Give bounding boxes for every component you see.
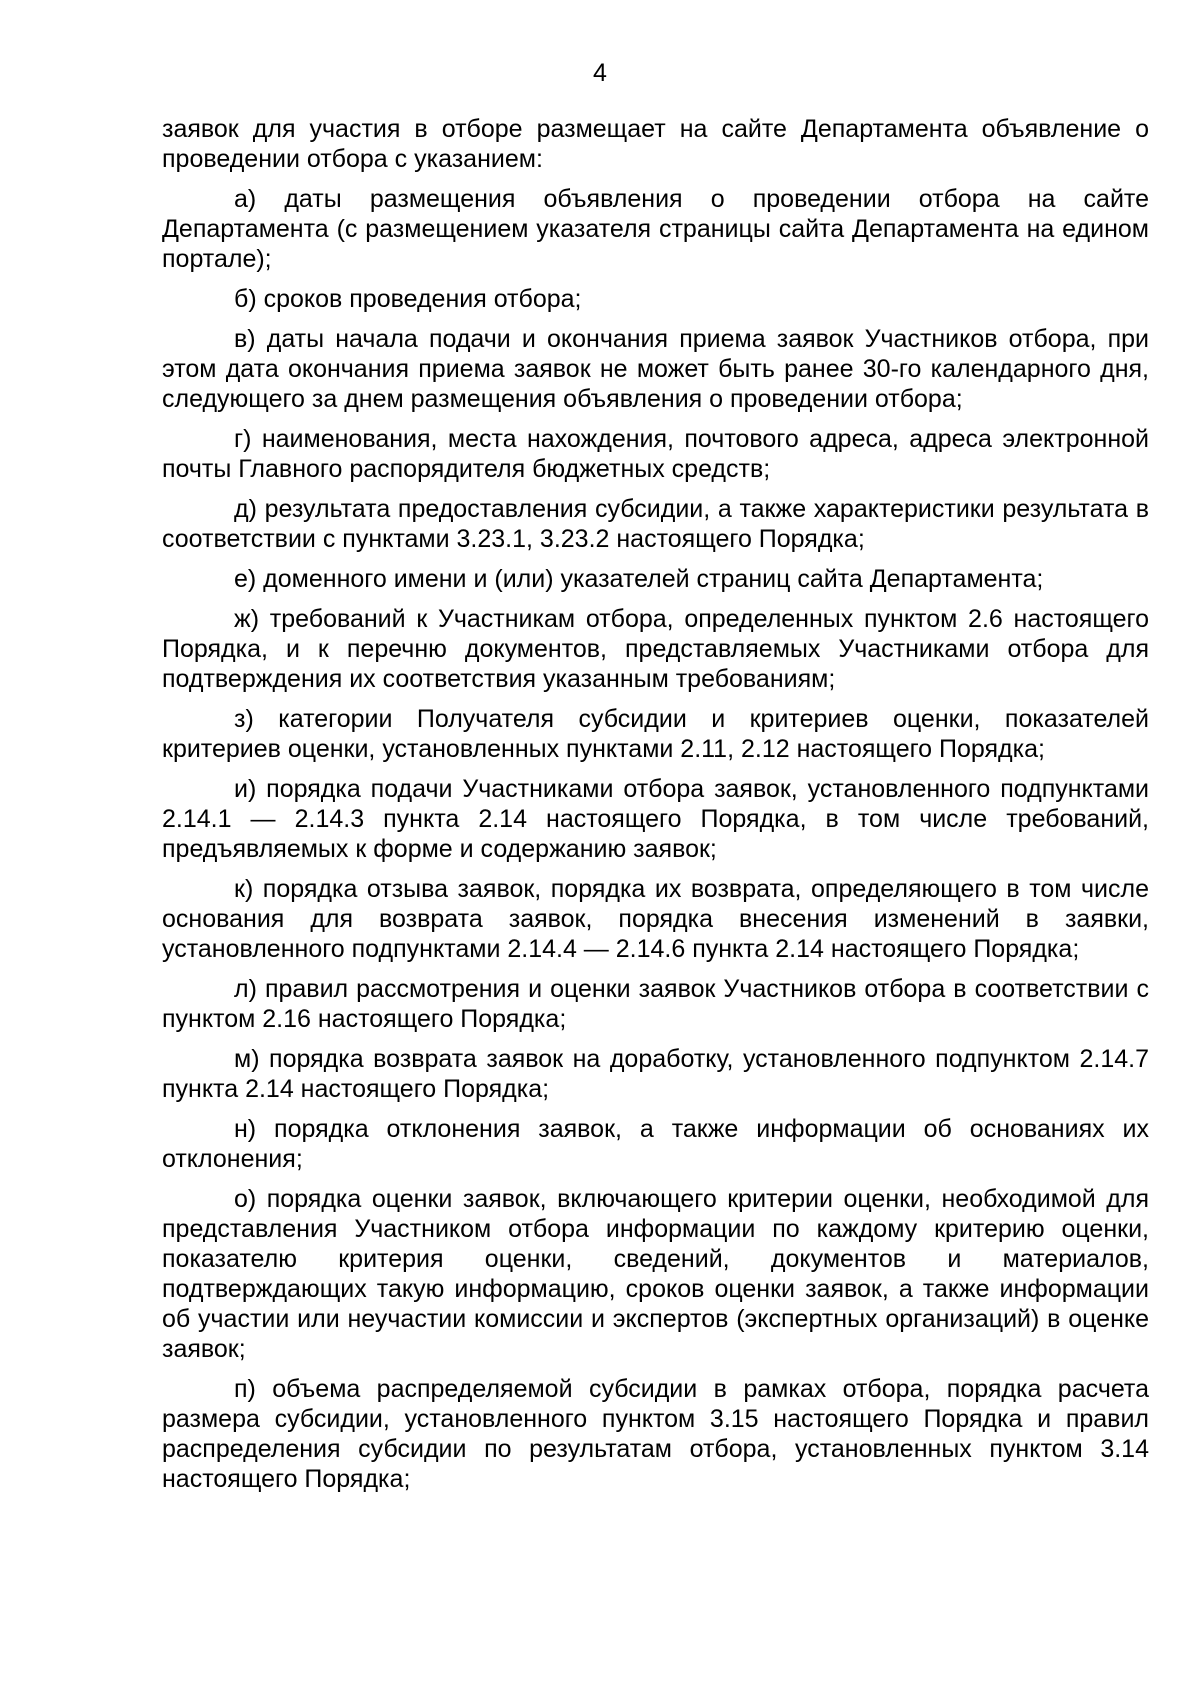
list-item-g: г) наименования, места нахождения, почтового адреса, адреса электронной почты Главного распорядителя бюджетных средств;: [162, 425, 1149, 483]
list-item-l: л) правил рассмотрения и оценки заявок Участников отбора в соответствии с пунктом 2.16 настоящего Порядка;: [162, 975, 1149, 1033]
list-item-n: н) порядка отклонения заявок, а также информации об основаниях их отклонения;: [162, 1115, 1149, 1173]
list-item-i: и) порядка подачи Участниками отбора заявок, установленного подпунктами 2.14.1 — 2.14.3 пункта 2.14 настоящего Порядка, в том числе требований, предъявляемых к форме и содержанию заявок;: [162, 775, 1149, 863]
list-item-d: д) результата предоставления субсидии, а также характеристики результата в соответствии с пунктами 3.23.1, 3.23.2 настоящего Порядка;: [162, 495, 1149, 553]
list-item-k: к) порядка отзыва заявок, порядка их возврата, определяющего в том числе основания для возврата заявок, порядка внесения изменений в заявки, установленного подпунктами 2.14.4 — 2.14.6 пункта 2.14 настоящего Порядка;: [162, 875, 1149, 963]
list-item-v: в) даты начала подачи и окончания приема заявок Участников отбора, при этом дата окончания приема заявок не может быть ранее 30-го календарного дня, следующего за днем размещения объявления о проведении отбора;: [162, 325, 1149, 413]
list-item-b: б) сроков проведения отбора;: [234, 285, 582, 313]
list-item-a: а) даты размещения объявления о проведении отбора на сайте Департамента (с размещением указателя страницы сайта Департамента на едином портале);: [162, 185, 1149, 273]
list-item-o: о) порядка оценки заявок, включающего критерии оценки, необходимой для представления Участником отбора информации по каждому критерию оценки, показателю критерия оценки, сведений, документов и материалов, подтверждающих такую информацию, сроков оценки заявок, а также информации об участии или неучастии комиссии и экспертов (экспертных организаций) в оценке заявок;: [162, 1185, 1149, 1363]
list-item-p: п) объема распределяемой субсидии в рамках отбора, порядка расчета размера субсидии, установленного пунктом 3.15 настоящего Порядка и правил распределения субсидии по результатам отбора, установленных пунктом 3.14 настоящего Порядка;: [162, 1375, 1149, 1493]
list-item-e: е) доменного имени и (или) указателей страниц сайта Департамента;: [234, 565, 1044, 593]
list-item-z: з) категории Получателя субсидии и критериев оценки, показателей критериев оценки, установленных пунктами 2.11, 2.12 настоящего Порядка;: [162, 705, 1149, 763]
document-body: [162, 114, 1149, 1504]
intro-paragraph: заявок для участия в отборе размещает на сайте Департамента объявление о проведении отбора с указанием:: [162, 115, 1149, 173]
list-item-m: м) порядка возврата заявок на доработку, установленного подпунктом 2.14.7 пункта 2.14 настоящего Порядка;: [162, 1045, 1149, 1103]
list-item-zh: ж) требований к Участникам отбора, определенных пунктом 2.6 настоящего Порядка, и к перечню документов, представляемых Участниками отбора для подтверждения их соответствия указанным требованиям;: [162, 605, 1149, 693]
page-number: 4: [593, 59, 607, 87]
